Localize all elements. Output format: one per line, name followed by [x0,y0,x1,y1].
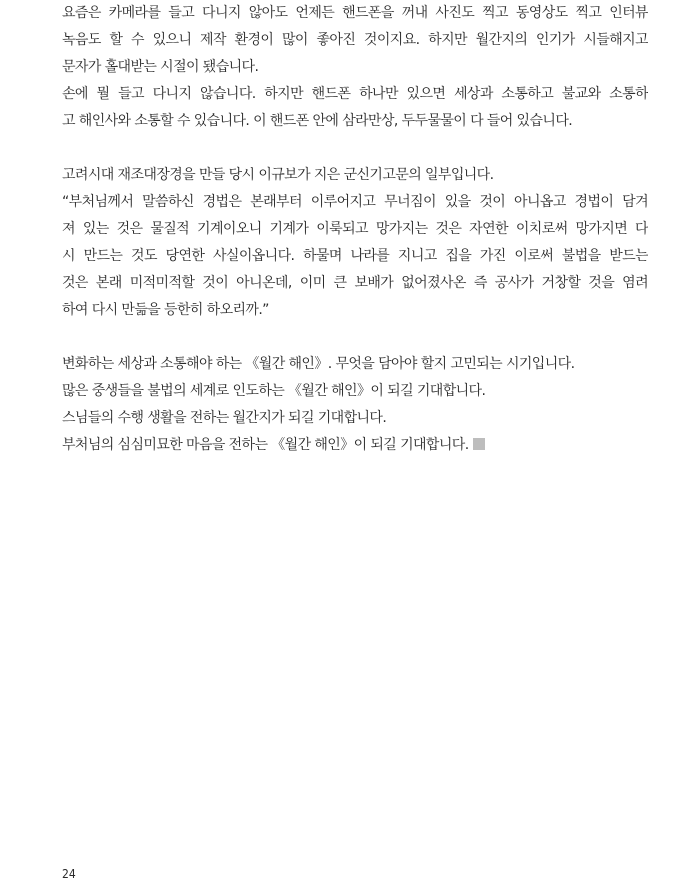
text-line: 것은 본래 미적미적할 것이 아니온데, 이미 큰 보배가 없어졌사온 즉 공사가 거창할 것을 염려 [62,275,648,291]
paragraph-tripitaka-quote [62,162,648,324]
paragraph-hopes [62,351,648,459]
paragraph-smartphone [62,0,648,135]
text-line: 많은 중생들을 불법의 세계로 인도하는 《월간 해인》이 되길 기대합니다. [62,383,486,399]
text-line: “부처님께서 말씀하신 경법은 본래부터 이루어지고 무너짐이 있을 것이 아니옵고 경법이 담겨 [62,194,648,210]
text-line-last [62,432,648,459]
text-line: 녹음도 할 수 있으니 제작 환경이 많이 좋아진 것이지요. 하지만 월간지의 인기가 시들해지고 [62,32,648,48]
page-number: 24 [62,867,76,881]
text-line: 문자가 홀대받는 시절이 됐습니다. [62,59,259,75]
text-line: 손에 뭘 들고 다니지 않습니다. 하지만 핸드폰 하나만 있으면 세상과 소통하고 불교와 소통하 [62,86,648,102]
end-of-article-mark [473,438,485,450]
text-line: 고 해인사와 소통할 수 있습니다. 이 핸드폰 안에 삼라만상, 두두물물이 다 들어 있습니다. [62,113,573,129]
text-line: 변화하는 세상과 소통해야 하는 《월간 해인》. 무엇을 담아야 할지 고민되는 시기입니다. [62,356,575,372]
text-line: 스님들의 수행 생활을 전하는 월간지가 되길 기대합니다. [62,410,387,426]
text-line: 시 만드는 것도 당연한 사실이옵니다. 하물며 나라를 지니고 집을 가진 이로써 불법을 받드는 [62,248,648,264]
text-line: 져 있는 것은 물질적 기계이오니 기계가 이룩되고 망가지는 것은 자연한 이치로써 망가지면 다 [62,221,648,237]
text-line-content: 부처님의 심심미묘한 마음을 전하는 《월간 해인》이 되길 기대합니다. [62,437,469,453]
text-line: 하여 다시 만듦을 등한히 하오리까.” [62,302,269,318]
text-line: 요즘은 카메라를 들고 다니지 않아도 언제든 핸드폰을 꺼내 사진도 찍고 동영상도 찍고 인터뷰 [62,5,648,21]
text-line: 고려시대 재조대장경을 만들 당시 이규보가 지은 군신기고문의 일부입니다. [62,167,494,183]
